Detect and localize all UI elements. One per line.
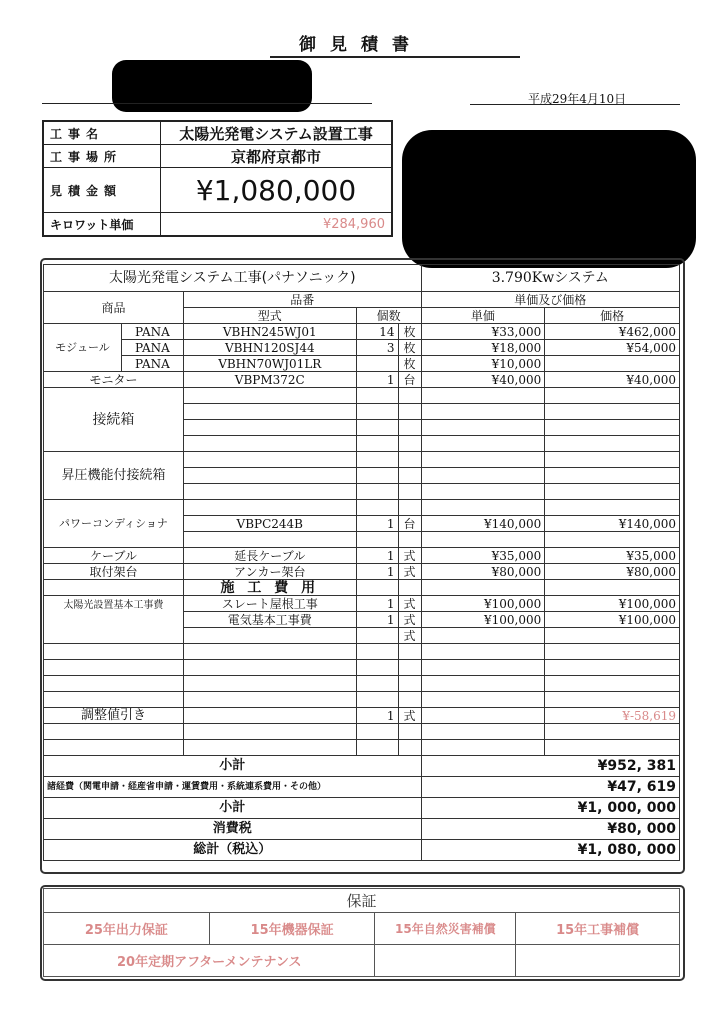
construction-price [545,628,680,644]
date-underline [470,104,680,105]
monitor-unit: 台 [398,372,421,388]
tax-value: ¥80, 000 [421,819,679,840]
header-model: 型式 [183,308,356,324]
pcs-model: VBPC244B [183,516,356,532]
mount-price: ¥80,000 [545,564,680,580]
tax-row [44,819,680,840]
header-qty: 個数 [356,308,421,324]
construction-qty: 1 [356,596,398,612]
guarantee-item: 25年出力保証 [44,913,210,945]
module-price [545,356,680,372]
module-row [44,324,680,340]
info-label: キロワット単価 [43,213,161,237]
mount-qty: 1 [356,564,398,580]
guarantee-item: 15年機器保証 [209,913,375,945]
module-unit: 枚 [398,324,421,340]
redacted-customer-name [112,60,312,112]
cable-price: ¥35,000 [545,548,680,564]
adjustment-qty: 1 [356,708,398,724]
module-unit: 枚 [398,340,421,356]
mount-model: アンカー架台 [183,564,356,580]
monitor-price: ¥40,000 [545,372,680,388]
module-brand: PANA [121,356,183,372]
module-qty: 14 [356,324,398,340]
info-value: 太陽光発電システム設置工事 [161,121,393,145]
header-unit-price-section: 単価及び価格 [421,292,679,308]
total-row [44,840,680,861]
module-price: ¥462,000 [545,324,680,340]
monitor-label: モニター [44,372,184,388]
junction-box-label: 接続箱 [44,388,184,452]
construction-unit-price: ¥100,000 [421,596,545,612]
construction-label: 太陽光設置基本工事費 [44,596,184,644]
info-row-location [43,145,392,168]
monitor-model: VBPM372C [183,372,356,388]
construction-unit-price: ¥100,000 [421,612,545,628]
header-price: 価格 [545,308,680,324]
adjustment-unit: 式 [398,708,421,724]
module-qty: 3 [356,340,398,356]
subtotal2-label: 小計 [44,798,422,819]
construction-unit-price [421,628,545,644]
info-label: 見積金額 [43,168,161,213]
construction-header-row [44,580,680,596]
pcs-label: パワーコンディショナ [44,500,184,548]
module-row [44,356,680,372]
header-product: 商品 [44,292,184,324]
adjustment-price: ¥-58,619 [545,708,680,724]
document-title: 御見積書 [299,35,423,55]
module-unit-price: ¥10,000 [421,356,545,372]
system-header-row [44,265,680,292]
subtotal-label: 小計 [44,756,422,777]
system-capacity: 3.790Kwシステム [421,265,679,292]
construction-unit: 式 [398,596,421,612]
pcs-unit: 台 [398,516,421,532]
issue-date: 平成29年4月10日 [528,92,627,106]
module-unit-price: ¥18,000 [421,340,545,356]
info-label: 工事場所 [43,145,161,168]
cable-model: 延長ケーブル [183,548,356,564]
expenses-value: ¥47, 619 [421,777,679,798]
guarantee-item: 20年定期アフターメンテナンス [44,945,375,977]
construction-unit: 式 [398,628,421,644]
adjustment-row [44,708,680,724]
construction-row [44,596,680,612]
module-price: ¥54,000 [545,340,680,356]
expenses-label: 諸経費（関電申請・経産省申請・運賃費用・系統連系費用・その他） [44,777,422,798]
info-row-project-name [43,121,392,145]
cable-label: ケーブル [44,548,184,564]
pcs-qty: 1 [356,516,398,532]
info-value: 京都府京都市 [161,145,393,168]
module-brand: PANA [121,340,183,356]
info-label: 工事名 [43,121,161,145]
pcs-row-top [44,500,680,516]
cable-qty: 1 [356,548,398,564]
mount-unit-price: ¥80,000 [421,564,545,580]
title-underline [270,56,520,58]
cable-unit: 式 [398,548,421,564]
monitor-qty: 1 [356,372,398,388]
customer-name-line [42,103,372,104]
construction-price: ¥100,000 [545,612,680,628]
booster-box-row [44,452,680,468]
pcs-price: ¥140,000 [545,516,680,532]
per-kw-price: ¥284,960 [161,213,393,237]
construction-model: スレート屋根工事 [183,596,356,612]
header-unit-price: 単価 [421,308,545,324]
cable-unit-price: ¥35,000 [421,548,545,564]
construction-unit: 式 [398,612,421,628]
info-row-estimate-amount [43,168,392,213]
info-row-per-kw-price [43,213,392,237]
module-model: VBHN245WJ01 [183,324,356,340]
column-header-row-1 [44,292,680,308]
guarantee-table [43,888,680,977]
subtotal-row [44,756,680,777]
quote-table [43,264,680,861]
redacted-company-info [402,130,696,268]
cable-row [44,548,680,564]
construction-model: 電気基本工事費 [183,612,356,628]
mount-label: 取付架台 [44,564,184,580]
module-unit-price: ¥33,000 [421,324,545,340]
expenses-row [44,777,680,798]
construction-qty [356,628,398,644]
adjustment-label: 調整値引き [44,708,184,724]
mount-row [44,564,680,580]
tax-label: 消費税 [44,819,422,840]
system-title: 太陽光発電システム工事(パナソニック) [44,265,422,292]
pcs-unit-price: ¥140,000 [421,516,545,532]
guarantee-item: 15年自然災害補償 [375,913,516,945]
guarantee-title: 保証 [44,889,680,913]
module-label: モジュール [44,324,122,372]
module-model: VBHN70WJ01LR [183,356,356,372]
construction-price: ¥100,000 [545,596,680,612]
subtotal2-value: ¥1, 000, 000 [421,798,679,819]
total-label: 総計（税込） [44,840,422,861]
guarantee-item: 15年工事補償 [516,913,680,945]
module-model: VBHN120SJ44 [183,340,356,356]
monitor-row [44,372,680,388]
total-value: ¥1, 080, 000 [421,840,679,861]
module-unit: 枚 [398,356,421,372]
mount-unit: 式 [398,564,421,580]
construction-qty: 1 [356,612,398,628]
module-brand: PANA [121,324,183,340]
module-row [44,340,680,356]
monitor-unit-price: ¥40,000 [421,372,545,388]
header-part-no: 品番 [183,292,421,308]
subtotal2-row [44,798,680,819]
junction-box-row [44,388,680,404]
subtotal-value: ¥952, 381 [421,756,679,777]
construction-model [183,628,356,644]
module-qty [356,356,398,372]
estimate-amount: ¥1,080,000 [161,168,393,213]
project-info-table [42,120,393,237]
construction-header: 施 工 費 用 [183,580,356,596]
booster-box-label: 昇圧機能付接続箱 [44,452,184,500]
